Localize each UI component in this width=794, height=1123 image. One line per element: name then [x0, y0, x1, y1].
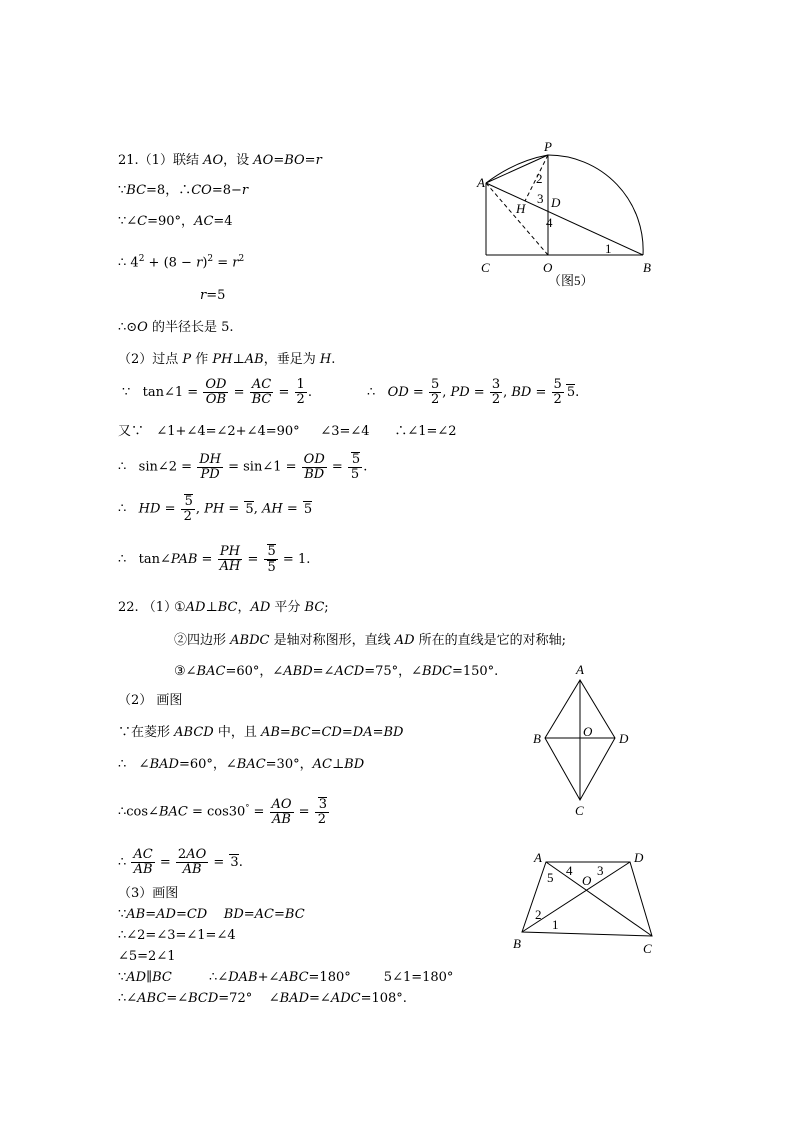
- fig5-label-B: B: [643, 260, 651, 275]
- q21-line-9: 又∵ ∠1+∠4=∠2+∠4=90° ∠3=∠4 ∴∠1=∠2: [118, 424, 457, 439]
- figure-5-quarter-circle: [470, 135, 670, 295]
- q22-line-14: ∴∠ABC=∠BCD=72° ∠BAD=∠ADC=108°.: [118, 991, 407, 1006]
- fig5-label-A: A: [477, 175, 485, 190]
- q22-line-13: ∵AD∥BC ∴∠DAB+∠ABC=180° 5∠1=180°: [118, 970, 454, 985]
- q22-line-9: （3）画图: [118, 886, 179, 901]
- fig5-angle-1: 1: [605, 241, 612, 256]
- fig5-label-H: H: [516, 201, 526, 216]
- fig5-label-P: P: [544, 139, 552, 154]
- fig5-angle-4: 4: [546, 215, 553, 230]
- q22-line-4: （2） 画图: [118, 693, 183, 708]
- trapezoid-figure: [505, 845, 665, 960]
- fig5-label-C: C: [481, 260, 490, 275]
- trap-angle-4: 4: [566, 863, 573, 878]
- q22-line-6: ∴ ∠BAD=60°，∠BAC=30°，AC⊥BD: [118, 757, 365, 772]
- q22-line-1a: 22. （1）: [118, 600, 178, 615]
- fig5-label-D: D: [551, 195, 561, 210]
- q21-line-1: 21.（1）联结 AO，设 AO=BO=r: [118, 153, 322, 168]
- trap-label-D: D: [634, 850, 644, 865]
- fig5-label-O: O: [543, 260, 553, 275]
- trap-label-A: A: [534, 850, 542, 865]
- rhombus-label-C: C: [575, 803, 584, 818]
- q22-line-2: ②四边形 ABDC 是轴对称图形，直线 AD 所在的直线是它的对称轴;: [174, 633, 567, 648]
- q21-line-2: ∵BC=8，∴CO=8−r: [118, 183, 249, 198]
- trap-angle-2: 2: [535, 907, 542, 922]
- q22-line-1b: ①AD⊥BC，AD 平分 BC;: [174, 600, 329, 615]
- rhombus-label-D: D: [619, 731, 629, 746]
- q22-line-7: ∴cos∠BAC = cos30° = $\frac{AO}{AB}$ = $\frac{3}{2}$: [118, 796, 327, 827]
- rhombus-figure: [525, 660, 645, 825]
- trap-angle-1: 1: [552, 917, 559, 932]
- q21-line-12: ∴ tan∠PAB = $\frac{PH}{AH}$ = $\frac{5}{5}$ = 1.: [118, 544, 311, 575]
- fig5-angle-2: 2: [536, 171, 543, 186]
- q22-line-12: ∠5=2∠1: [118, 949, 176, 964]
- q21-line-6: ∴⊙O 的半径长是 5.: [118, 320, 234, 335]
- rhombus-label-B: B: [533, 731, 541, 746]
- q21-line-4: ∴ $4^2 + (8 - r)^2 = r^2$: [118, 254, 245, 271]
- q21-line-7: （2）过点 P 作 PH⊥AB，垂足为 H.: [118, 352, 336, 367]
- q22-line-3: ③∠BAC=60°，∠ABD=∠ACD=75°，∠BDC=150°.: [174, 664, 499, 679]
- q21-line-3: ∵∠C=90°，AC=4: [118, 214, 233, 229]
- q21-line-8a: ∵ tan∠1 = $\frac{OD}{OB}$ = $\frac{AC}{BC}$ = $\frac{1}{2}$ .: [122, 377, 312, 407]
- rhombus-label-O: O: [583, 724, 593, 739]
- q22-line-11: ∴∠2=∠3=∠1=∠4: [118, 928, 236, 943]
- fig5-angle-3: 3: [537, 191, 544, 206]
- q21-line-5: r=5: [200, 288, 226, 303]
- q22-line-8: ∴ $\frac{AC}{AB}$ = $\frac{2AO}{AB}$ = 3.: [118, 847, 243, 877]
- trap-angle-3: 3: [597, 863, 604, 878]
- q21-line-11: ∴ HD = $\frac{5}{2}$ , PH = 5, AH = 5: [118, 494, 313, 524]
- rhombus-label-A: A: [576, 662, 584, 677]
- trap-label-C: C: [643, 941, 652, 956]
- trap-label-O: O: [582, 873, 592, 888]
- q21-line-8b: ∴ OD = $\frac{5}{2}$ , PD = $\frac{3}{2}$ , BD = $\frac{5}{2}$ 5.: [367, 377, 580, 407]
- fig5-caption: （图5）: [548, 273, 594, 288]
- q22-line-5: ∵在菱形 ABCD 中，且 AB=BC=CD=DA=BD: [118, 725, 404, 740]
- q22-line-10: ∵AB=AD=CD BD=AC=BC: [118, 907, 305, 922]
- trap-angle-5: 5: [547, 870, 554, 885]
- trap-label-B: B: [513, 936, 521, 951]
- q21-line-10: ∴ sin∠2 = $\frac{DH}{PD}$ = sin∠1 = $\frac{OD}{BD}$ = $\frac{5}{5}$ .: [118, 451, 368, 482]
